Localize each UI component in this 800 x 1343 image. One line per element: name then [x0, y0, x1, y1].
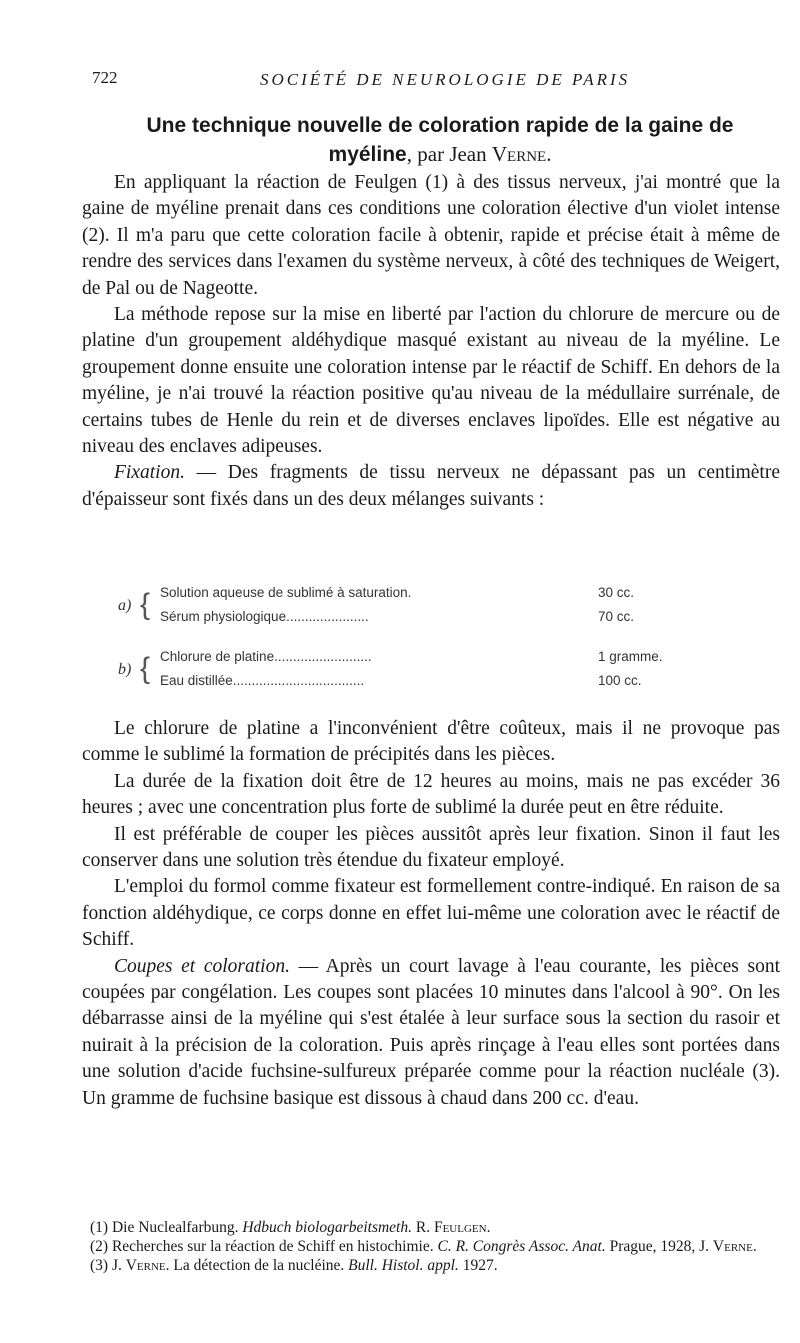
author-name: Verne [491, 142, 547, 166]
journal-title: SOCIÉTÉ DE NEUROLOGIE DE PARIS [260, 70, 631, 89]
byline-end: . [546, 142, 552, 166]
ingredient-quantity: 100 cc. [598, 673, 642, 688]
footnote-text: 1927. [458, 1257, 498, 1274]
mixture-a [118, 583, 678, 633]
fixative-mixtures [118, 583, 678, 711]
ingredient-quantity: 30 cc. [598, 585, 635, 600]
byline: , par Jean [406, 142, 492, 166]
paragraph-intro: En appliquant la réaction de Feulgen (1) à des tissus nerveux, j'ai montré que la gaine de myéline prenait dans ces conditions une coloration élective d'un violet intense (2). Il m'a paru que cette coloration facile à obtenir, rapide et précise était à même de rendre des services dans l'examen du système nerveux, à côté des techniques de Weigert, de Pal ou de Nageotte. [82, 172, 780, 299]
paragraph-cutting: Il est préférable de couper les pièces aussitôt après leur fixation. Sinon il faut les conserver dans une solution très étendue du fixateur employé. [82, 823, 780, 872]
mixture-label: a) [118, 597, 132, 614]
ingredient-quantity: 1 gramme. [598, 649, 663, 664]
ingredient-name: Sérum physiologique...................... [160, 609, 369, 624]
footnote-1 [78, 1218, 778, 1237]
body-text-upper [82, 170, 780, 513]
footnote-3 [78, 1256, 778, 1275]
footnote-author: Verne [712, 1238, 753, 1255]
mixture-row [160, 673, 680, 695]
mixture-label: b) [118, 661, 132, 678]
footnote-text: (3) J. [90, 1257, 126, 1274]
paragraph-method: La méthode repose sur la mise en liberté par l'action du chlorure de mercure ou de platine d'un groupement aldéhydique masqué existant au niveau de la myéline. Le groupement donne ensuite une coloration intense par le réactif de Schiff. En dehors de la myéline, je n'ai trouvé la réaction positive qu'au niveau de la médullaire surrénale, de certains tubes de Henle du rein et de diverses enclaves lipoïdes. Elle est négative au niveau des enclaves adipeuses. [82, 304, 780, 458]
footnote-author: Feulgen [433, 1219, 487, 1236]
footnote-text: . [752, 1238, 757, 1255]
footnote-source: C. R. Congrès Assoc. Anat. [437, 1238, 606, 1255]
title-word: myéline [328, 143, 407, 166]
footnote-text: (1) Die Nuclealfarbung. [90, 1219, 243, 1236]
footnote-2 [78, 1237, 778, 1256]
footnote-text: R. [411, 1219, 434, 1236]
footnote-source: Hdbuch biologarbeitsmeth. [242, 1219, 412, 1236]
mixture-row [160, 609, 680, 631]
brace-icon: { [140, 588, 151, 621]
footnote-text: . La détection de la nucléine. [165, 1257, 349, 1274]
article-title [90, 112, 790, 169]
brace-icon: { [140, 652, 151, 685]
paragraph-sections [82, 954, 780, 1112]
ingredient-name: Chlorure de platine.......................... [160, 649, 372, 664]
paragraph-fixation [82, 460, 780, 513]
mixture-row [160, 585, 680, 607]
footnote-text: . [486, 1219, 491, 1236]
footnote-text: (2) Recherches sur la réaction de Schiff en histochimie. [90, 1238, 438, 1255]
title-line-2 [90, 140, 790, 169]
footnote-source: Bull. Histol. appl. [348, 1257, 459, 1274]
title-line-1: Une technique nouvelle de coloration rapide de la gaine de [146, 114, 734, 137]
footnote-text: Prague, 1928, J. [605, 1238, 713, 1255]
footnote-author: Verne [125, 1257, 166, 1274]
mixture-row [160, 649, 680, 671]
section-lead-sections: Coupes et coloration. [114, 955, 290, 977]
ingredient-quantity: 70 cc. [598, 609, 635, 624]
footnotes [78, 1218, 778, 1275]
ingredient-name: Eau distillée................................... [160, 673, 365, 688]
paragraph-platinum: Le chlorure de platine a l'inconvénient d'être coûteux, mais il ne provoque pas comme le sublimé la formation de précipités dans les pièces. [82, 718, 780, 766]
section-lead-fixation: Fixation. [114, 462, 185, 484]
paragraph-fixation-text: — Des fragments de tissu nerveux ne dépassant pas un centimètre d'épaisseur sont fixés dans un des deux mélanges suivants : [82, 462, 780, 510]
mixture-b [118, 647, 678, 697]
paragraph-duration: La durée de la fixation doit être de 12 heures au moins, mais ne pas excéder 36 heures ; avec une concentration plus forte de sublimé la durée peut en être réduite. [82, 770, 780, 819]
running-head [92, 68, 650, 92]
ingredient-name: Solution aqueuse de sublimé à saturation. [160, 585, 412, 600]
paragraph-sections-text: — Après un court lavage à l'eau courante, les pièces sont coupées par congélation. Les coupes sont placées 10 minutes dans l'alcool à 90°. On les débarrasse ainsi de la myéline qui s'est étalée à leur surface sous la section du rasoir et nuirait à la précision de la coloration. Puis après rinçage à l'eau elles sont portées dans une solution d'acide fuchsine-sulfureux préparée comme pour la réaction nucléale (3). Un gramme de fuchsine basique est dissous à chaud dans 200 cc. d'eau. [82, 955, 780, 1109]
body-text-lower [82, 716, 780, 1112]
paragraph-formol: L'emploi du formol comme fixateur est formellement contre-indiqué. En raison de sa fonction aldéhydique, ce corps donne en effet lui-même une coloration avec le réactif de Schiff. [82, 876, 780, 951]
page-number: 722 [92, 68, 118, 87]
